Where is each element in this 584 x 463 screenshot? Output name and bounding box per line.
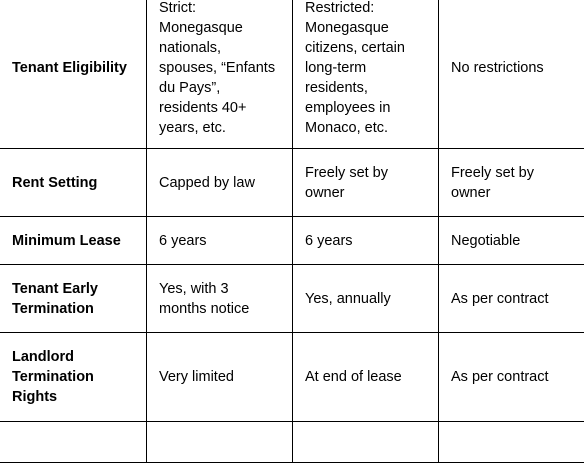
row-header-tenant-early-termination: Tenant Early Termination (0, 265, 147, 333)
table-cell: Yes, annually (293, 265, 439, 333)
row-header-landlord-termination-rights: Landlord Termination Rights (0, 333, 147, 422)
table-cell (147, 422, 293, 463)
table-cell: Strict: Monegasque nationals, spouses, “Enfants du Pays”, residents 40+ years, etc. (147, 0, 293, 149)
table-row (0, 422, 584, 463)
table-cell: 6 years (147, 217, 293, 265)
table-cell: 6 years (293, 217, 439, 265)
row-header-empty (0, 422, 147, 463)
table-cell: As per contract (439, 265, 584, 333)
table-cell: At end of lease (293, 333, 439, 422)
table-cell: Capped by law (147, 149, 293, 217)
table-cell (439, 422, 584, 463)
table-cell: Yes, with 3 months notice (147, 265, 293, 333)
table-row (0, 265, 584, 333)
table-cell (293, 422, 439, 463)
table-cell: Freely set by owner (439, 149, 584, 217)
table-row (0, 333, 584, 422)
row-header-minimum-lease: Minimum Lease (0, 217, 147, 265)
row-header-tenant-eligibility: Tenant Eligibility (0, 0, 147, 149)
table-row (0, 217, 584, 265)
table-cell: As per contract (439, 333, 584, 422)
table-cell: Very limited (147, 333, 293, 422)
table-cell: Restricted: Monegasque citizens, certain long-term residents, employees in Monaco, etc. (293, 0, 439, 149)
table-cell: No restrictions (439, 0, 584, 149)
table-row (0, 149, 584, 217)
table-cell: Negotiable (439, 217, 584, 265)
table-row (0, 0, 584, 149)
table-cell: Freely set by owner (293, 149, 439, 217)
row-header-rent-setting: Rent Setting (0, 149, 147, 217)
